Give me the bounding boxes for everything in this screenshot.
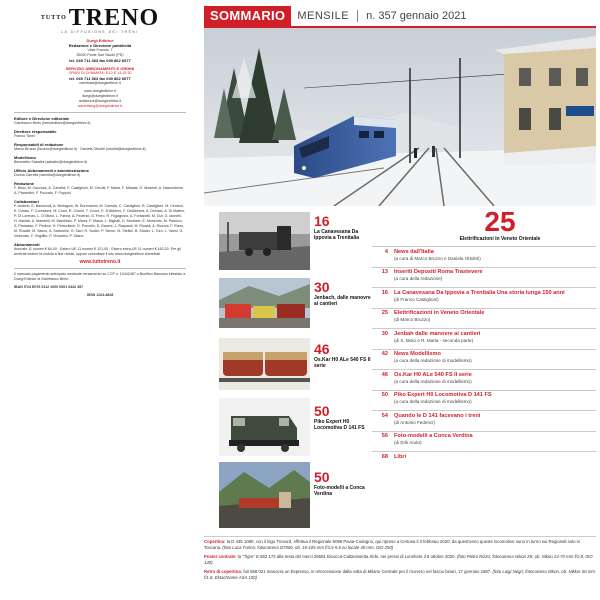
credits-section [14,116,186,126]
page-number: 4 [384,248,388,255]
page-header [204,6,596,28]
thumb-piko-d141 [219,398,310,456]
issue-number: n. 357 gennaio 2021 [366,10,467,22]
thumb-caption: 50 Foto-modelli a Conca Verdina [314,469,365,498]
caption-text: fuil 658 021 manovra un Espresso, in retrocessione dalla volta di Milano Centrale per il ricovero nel fascio binari, 17 gennaio 1987. [242,569,492,574]
contents-entry[interactable] [372,246,596,267]
article-credit: (di Erik Ando) [394,440,422,445]
services-block: SERVIZIO ABBONAMENTI E ORDINI ORARI DI CHIAMATA: 8-12 E 14-15.30 tel. 049 711 363 fax 049 862 6077 carrellata@duegieditrice.it [65,66,135,85]
divider [357,10,358,22]
article-title: Os.Kar H0 ALe 540 FS II serie [394,371,472,378]
contents-entry[interactable] [372,349,596,370]
page-number: 50 [381,392,388,398]
page-number: 42 [381,351,388,357]
article-title: Libri [394,453,407,460]
payment-note: Il mancato pagamento anticipato mediante versamento su CCP n. 10442457 o Bonifico Bancario intestato a Duegi Editrice di Gianfranco Berto [14,272,186,281]
caption-paragraph [204,554,596,566]
page-number: 25 [381,310,388,316]
credits-heading: Abbonamenti [14,242,40,247]
contents-list [372,246,596,472]
article-title: Quando le D 141 facevano i treni [394,412,481,419]
email-link[interactable]: redazione@duegieditrice.it [78,99,122,103]
publisher-block: Duegi Editrice Redazione e Direzione pubblicità Viale Francia, 7 35020 Ponte San Nicolò (PD) tel. 049 711 363 fax 049 862 6077 [68,38,132,63]
hero-photo [204,28,596,206]
email-link[interactable]: advertising@duegieditrice.it [77,104,123,108]
credits-heading: Redazione [14,181,35,186]
article-title: La Canavesana Da Ippovia a Trenitalia Una storia lunga 150 anni [394,289,565,296]
article-credit: (di Franco Castiglioni) [394,296,439,302]
page-number: 30 [381,330,388,337]
masthead [14,6,186,35]
credits-body: Benedetto Sabatini (sabatini@duegieditrice.it) [14,160,87,164]
divider [14,112,186,113]
thumb-oskar-ale540 [219,338,310,390]
article-credit: (di S. Bisio e R. Maria - seconda parte) [394,337,474,343]
thumb-jenbach [219,278,310,328]
contents-entry[interactable] [372,431,596,452]
periodicity: MENSILE [297,10,350,22]
divider [14,268,186,269]
thumb-caption: 30 Jenbach, dalle manovre ai cantieri [314,279,371,308]
caption-paragraph [204,569,596,581]
page-number: 54 [381,412,388,419]
issn: ISSN 1124-4828 [86,293,114,297]
article-title: Jenbah dalle manovre ai cantieri [394,330,481,337]
caption-credit: (foto Pietro Rizzo; fotocamera Nikon Z6; ob. Nikon 24-70 mm f/2.8, ISO 140) [204,554,593,565]
caption-credit: (foto Luca Farina; fotocamera D7000, ob. 18-105 mm f/3.5-5.6 su focale 40 mm, ISO 250) [221,545,394,550]
contents-entry[interactable] [372,308,596,329]
article-credit: (a cura della redazione di modellismo) [394,378,472,384]
credits-body: Gianfranco Berto (bertoeditore@duegieditrice.it) [14,121,91,125]
feature-article[interactable]: 25 Elettrificazioni in Veneto Orientale [459,206,541,242]
photo-captions [204,536,596,584]
article-credit: (a cura della redazione) [394,276,443,281]
credits-section [14,155,186,165]
credits-section [14,199,186,239]
contacts-block [14,89,186,109]
credits-heading: Direttore responsabile [14,129,57,134]
caption-paragraph [204,539,596,551]
website-link[interactable]: www.tuttotreno.it [79,259,121,265]
article-title: Foto-modelli a Conca Verdina [394,433,473,439]
contents-entry[interactable] [372,410,596,431]
credits-heading: Responsabili di redazione [14,142,64,147]
page-number: 56 [381,433,388,439]
web-link[interactable]: www.duegieditrice.it [84,89,116,93]
article-credit: (a cura della redazione di modellismo) [394,399,472,404]
caption-text: la "Tigre" E 652 172 alla testa del merci 26681 Bicocca-Caltanissetta Xirbi, nei pressi di Lumiforte il 8 ottobre 2020. [236,554,456,559]
logo-tagline: LA DIFFUSIONE DEI TRENI [61,30,139,34]
sommario-badge: SOMMARIO [204,6,291,26]
thumb-caption: 16 La Canavesana Da Ippovia a Trenitalia [314,213,360,242]
contents-entry[interactable] [372,451,596,472]
credits-section [14,129,186,139]
page-number: 13 [381,269,388,275]
credits-body: F. Andivei, E. Banazzoli, A. Bertagnin, W. Borrmanini, M. Camaia, C. Castiglioni, R. Castiglioni, M. Centoni, E. Cerato, F. Cornaiomi, M. Croni, R. Crochi, T. Croce, E. D'Abbiero, F. DeAlbineis, A. Destasi, A. Di Matteo, P. Di Lorenzo, L. D'Ottavi, L. Farina, A. Federici, G. Ferro, R. Fogagnolo, A. Fontanelli, M. Gut, G. Iannelli, H. Hantak, A. Mandelli, M. Marchisio, P. Marra, F. Masia, L. Mighali, D. Montone, E. Mosendo, M. Pannico, S. Pautasso, F. Pedron, H. Petrovitsch, D. Porcello, D. Raveni, J. Raspanti, M. Rinaldi, A. Rizzoni, F. Rizzo, M. Rovatti, M. Sacco, A. Sartorello, G. Savi, R. Scotto, P. Simon, M. Stellini, B. Studer, L. Toro, L. Vanni, G. Vedovato, F. Virgillito, P. Viviantini, P. Zitano [14,204,185,238]
page-number: 68 [381,453,388,460]
thumb-canavesana [219,212,310,270]
article-title: News Modellismo [394,351,441,357]
masthead-column [0,0,196,600]
thumb-conca-verdina [219,462,310,528]
email-link[interactable]: duegi@duegieditrice.it [82,94,118,98]
credits-body: Franco Tanel [14,134,35,138]
credits-section [14,168,186,178]
credits-heading: Editore e Direzione editoriale [14,116,70,121]
caption-label: Poster centrale: [204,554,237,559]
credits-body: Annuale 11 numeri € 64,00 · Estero UE 11 numeri € 121,00 · Estero extra-UE 11 numeri € 162,00. Per gli arretrati vedere la cedola a fine rivista, oppure consultare il sito www.duegieditrice.it/arretrati [14,247,181,256]
article-title: Piko Expert H0 Locomotiva D 141 FS [394,392,492,398]
contents-entry[interactable] [372,267,596,288]
iban: IBAN IT24 E076 0112 1000 0001 0442 457 [14,285,84,289]
caption-label: Retro di copertina: [204,569,243,574]
credits-section [14,242,186,257]
credits-heading: Modellismo [14,155,37,160]
page-number: 16 [381,289,388,296]
article-credit: (di Marco Bruzzo) [394,317,431,322]
contents-entry[interactable] [372,328,596,349]
credits-heading: Ufficio Abbonamenti e amministrazione [14,168,89,173]
credits-section [14,142,186,152]
credits-sections [14,116,186,257]
article-title: News dall'Italia [394,248,434,255]
tuttotreno-logo: $^{TUTTO}$TRENO [40,5,160,31]
thumb-caption: 46 Os.Kar H0 ALe 540 FS II serie [314,341,371,370]
caption-credit: (foto Luigi Negri; fotocamera Nikon, ob. Nikkor 50 mm f/1.8, Ektachrome ASA 100) [204,569,595,580]
article-credit: (a cura della redazione di modellismo) [394,358,472,363]
caption-text: la D 445 1080, con il logo Trenord, effettua il Regionale 5099 Pavia-Codogno, qui ripreso a Certosa il 3 febbraio 2020; da quest'anno queste locomotive sono in turno sui Regionali solo in Toscana. [204,539,581,550]
credits-heading: Collaboratori [14,199,39,204]
credits-body: Dorina Carrella (carrella@duegieditrice.it) [14,173,81,177]
contents-entry[interactable] [372,287,596,308]
article-title: Inseriti Depositi Roma Trastevere [394,269,483,275]
credits-body: Marco Bruzzo (bruzzo@duegieditrice.it) · Daniela Ottolitri (ottolitri@duegieditrice.it) [14,147,146,151]
article-credit: (di Antonio Federici) [394,419,435,425]
caption-label: Copertina: [204,539,226,544]
page-number: 46 [381,371,388,378]
credits-body: F. Bisio, M. Caccoza, A. Canetta, F. Castiglioni, M. Cerutti, F. Maria, F. Masala, G. Modesti, A. Nascimbene, A. Piacentini, F. Pozzato, F. Puppini [14,186,184,195]
contents-entry[interactable] [372,390,596,411]
thumb-caption: 50 Piko Expert H0 Locomotiva D 141 FS [314,403,365,432]
credits-section [14,181,186,196]
article-title: Elettrificazioni in Veneto Orientale [394,310,485,316]
contents-entry[interactable] [372,369,596,390]
article-credit: (a cura di Marco Bruzzo e Daniela Ottolitri) [394,255,481,261]
